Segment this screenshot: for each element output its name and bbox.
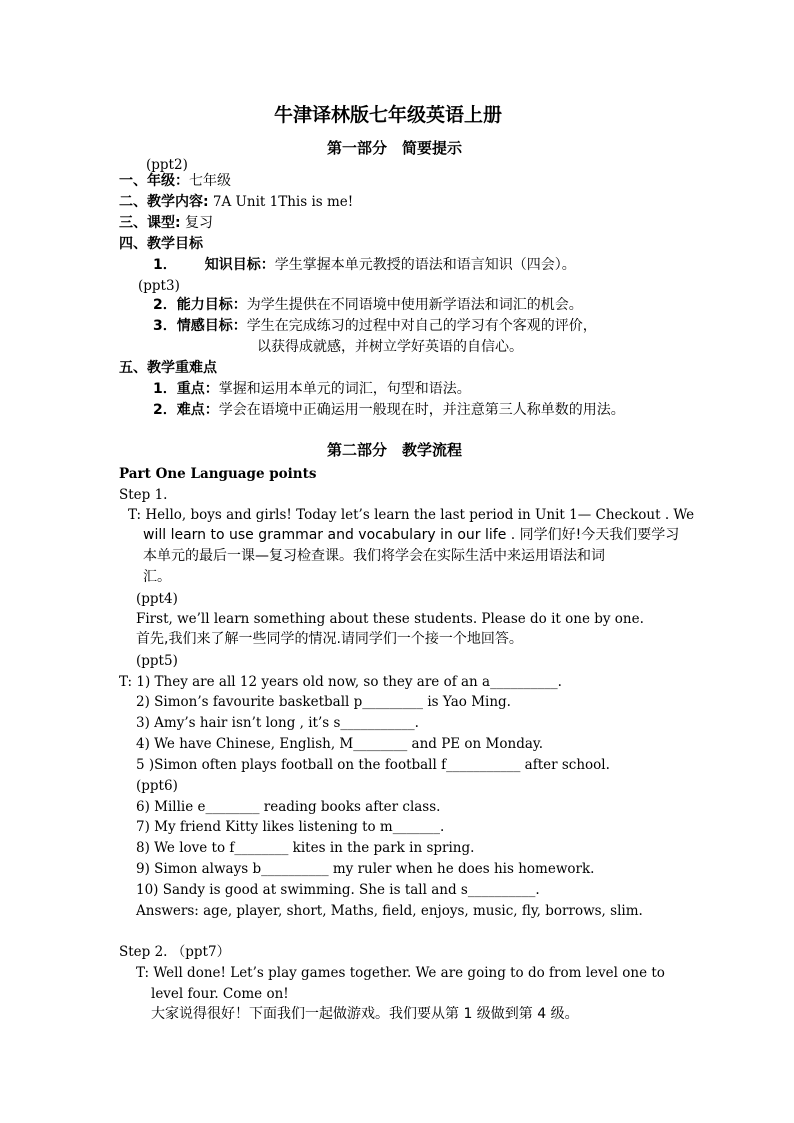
grade-value: 七年级 xyxy=(189,173,231,189)
keypoints-heading: 五、教学重难点 xyxy=(119,360,217,376)
goal3-text: 学生在完成练习的过程中对自己的学习有个客观的评价， xyxy=(246,318,597,334)
answers-line: Answers: age, player, short, Maths, field, enjoys, music, fly, borrows, slim. xyxy=(136,903,643,919)
goal2-label: 2．能力目标： xyxy=(153,297,247,313)
difficulty-line xyxy=(153,401,625,419)
exercise-item: 5 )Simon often plays football on the football f___________ after school. xyxy=(136,757,610,773)
key-point-text: 掌握和运用本单元的词汇，句型和语法。 xyxy=(218,381,471,397)
content-label: 二、教学内容: xyxy=(119,194,209,210)
goal3-label: 3．情感目标： xyxy=(153,318,247,334)
key-point-line xyxy=(153,380,471,398)
step2-label: Step 2. （ppt7） xyxy=(119,944,231,960)
part1-heading: 第一部分 简要提示 xyxy=(327,139,463,157)
goal3-line xyxy=(153,317,597,335)
grade-line xyxy=(119,172,231,190)
goals-heading: 四、教学目标 xyxy=(119,236,203,252)
teacher-line-4: 汇。 xyxy=(143,569,171,585)
slide-ref-ppt2: (ppt2) xyxy=(146,157,188,173)
document-title: 牛津译林版七年级英语上册 xyxy=(274,104,503,126)
type-value: 复习 xyxy=(180,215,214,231)
part2-heading: 第二部分 教学流程 xyxy=(327,441,463,459)
teacher-line-6: level four. Come on! xyxy=(151,986,289,1002)
exercise-item: 9) Simon always b__________ my ruler when he does his homework. xyxy=(136,861,595,877)
teacher-line-2: will learn to use grammar and vocabulary in our life . 同学们好!今天我们要学习 xyxy=(143,527,680,543)
difficulty-text: 学会在语境中正确运用一般现在时，并注意第三人称单数的用法。 xyxy=(218,402,625,418)
goal3-text-cont: 以获得成就感，并树立学好英语的自信心。 xyxy=(257,339,523,355)
first-chinese: 首先,我们来了解一些同学的情况.请同学们一个接一个地回答。 xyxy=(136,631,523,647)
exercise-item: 7) My friend Kitty likes listening to m_______. xyxy=(136,819,445,835)
part-one-heading: Part One Language points xyxy=(119,466,317,482)
goal1-line xyxy=(153,256,576,274)
goal2-line xyxy=(153,296,583,314)
goal1-label: 知识目标： xyxy=(204,257,275,273)
teacher-line-3: 本单元的最后一课—复习检查课。我们将学会在实际生活中来运用语法和词 xyxy=(143,548,605,564)
grade-label: 一、年级： xyxy=(119,173,189,189)
exercise-item: 6) Millie e________ reading books after class. xyxy=(136,799,441,815)
difficulty-label: 2．难点： xyxy=(153,402,219,418)
type-label: 三、课型: xyxy=(119,215,181,231)
teacher-line-1: T: Hello, boys and girls! Today let’s learn the last period in Unit 1— Checkout . We xyxy=(128,507,695,523)
type-line xyxy=(119,214,213,232)
exercise-item: 2) Simon’s favourite basketball p_________ is Yao Ming. xyxy=(136,694,511,710)
teacher-line-5: T: Well done! Let’s play games together. We are going to do from level one to xyxy=(136,965,665,981)
exercise-item: 8) We love to f________ kites in the park in spring. xyxy=(136,840,475,856)
exercise-item: 3) Amy’s hair isn’t long , it’s s___________. xyxy=(136,715,419,731)
slide-ref-ppt3: (ppt3) xyxy=(138,278,180,294)
slide-ref-ppt4: (ppt4) xyxy=(136,591,178,607)
slide-ref-ppt6: (ppt6) xyxy=(136,778,178,794)
content-line xyxy=(119,193,353,211)
goal2-text: 为学生提供在不同语境中使用新学语法和词汇的机会。 xyxy=(246,297,583,313)
exercise-item: T: 1) They are all 12 years old now, so they are of an a__________. xyxy=(119,674,562,690)
teacher-line-cn: 大家说得很好！下面我们一起做游戏。我们要从第 1 级做到第 4 级。 xyxy=(151,1006,579,1022)
content-value: 7A Unit 1This is me! xyxy=(208,194,354,210)
step1-label: Step 1. xyxy=(119,487,168,503)
key-point-label: 1．重点： xyxy=(153,381,219,397)
goal1-text: 学生掌握本单元教授的语法和语言知识（四会）。 xyxy=(274,257,576,273)
slide-ref-ppt5: (ppt5) xyxy=(136,653,178,669)
exercise-item: 10) Sandy is good at swimming. She is tall and s__________. xyxy=(136,882,540,898)
goal1-number: 1． xyxy=(153,257,177,273)
exercise-item: 4) We have Chinese, English, M________ and PE on Monday. xyxy=(136,736,544,752)
first-english: First, we’ll learn something about these students. Please do it one by one. xyxy=(136,611,644,627)
